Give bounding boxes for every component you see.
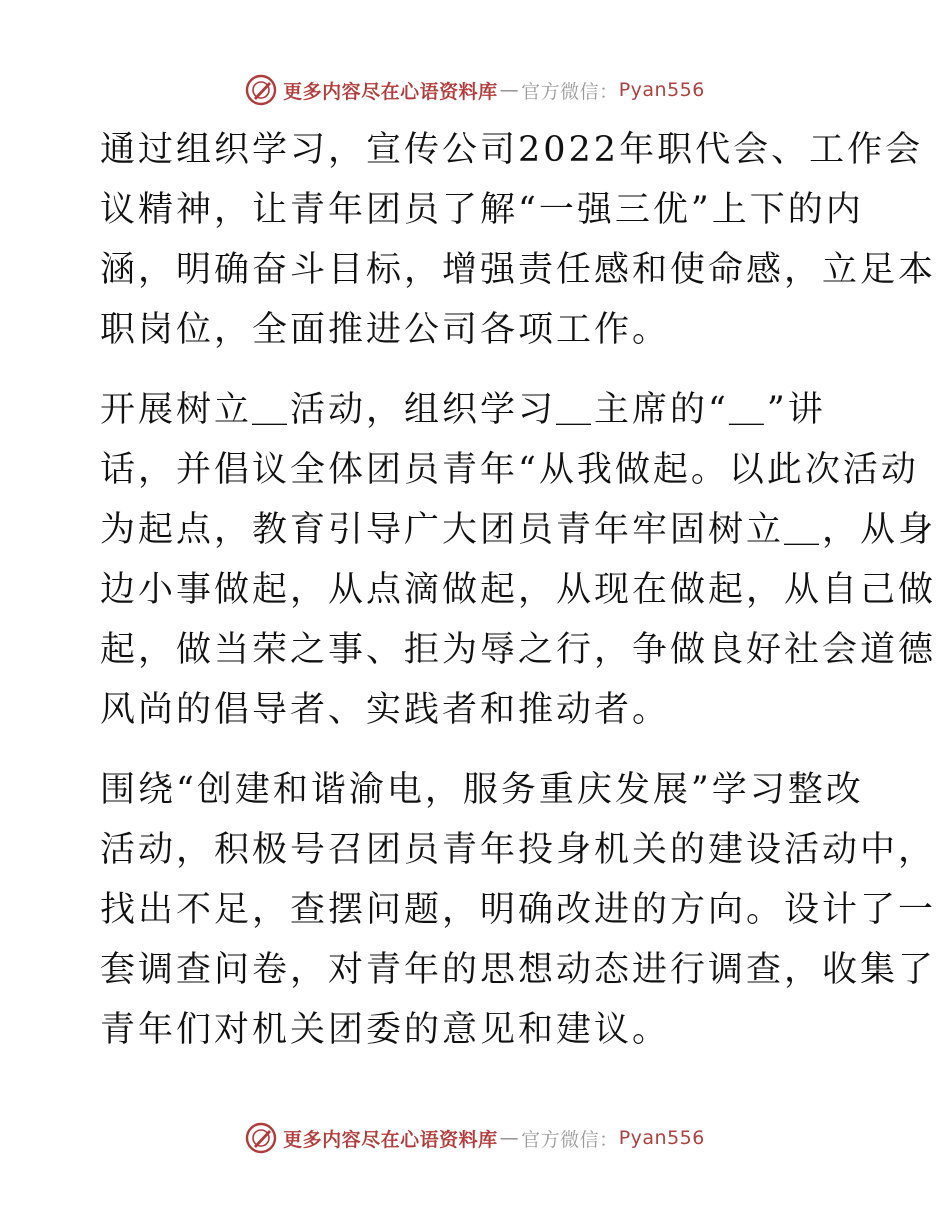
paragraph-line: 开展树立＿活动，组织学习＿主席的“＿”讲 xyxy=(100,390,826,430)
paragraph-line: 职岗位，全面推进公司各项工作。 xyxy=(100,310,671,350)
paragraph-line: 起，做当荣之事、拒为辱之行，争做良好社会道德 xyxy=(100,630,937,670)
paragraph-line: 活动，积极号召团员青年投身机关的建设活动中， xyxy=(100,830,937,870)
paragraph-line: 风尚的倡导者、实践者和推动者。 xyxy=(100,690,671,730)
paragraph-2 xyxy=(100,380,937,740)
paragraph-line: 涵，明确奋斗目标，增强责任感和使命感，立足本 xyxy=(100,250,937,290)
brand-dash: — xyxy=(499,1127,520,1149)
paragraph-line: 边小事做起，从点滴做起，从现在做起，从自己做 xyxy=(100,570,937,610)
official-label: 官方微信： xyxy=(521,1128,619,1151)
paragraph-3 xyxy=(100,760,937,1060)
paragraph-line: 通过组织学习，宣传公司2022年职代会、工作会 xyxy=(100,130,924,170)
brand-logo-icon xyxy=(245,74,277,106)
paragraph-line: 青年们对机关团委的意见和建议。 xyxy=(100,1010,671,1050)
brand-text: 更多内容尽在心语资料库 xyxy=(283,80,498,103)
footer-watermark xyxy=(0,1118,950,1158)
paragraph-line: 为起点，教育引导广大团员青年牢固树立＿，从身 xyxy=(100,510,937,550)
wechat-id: Pyan556 xyxy=(618,79,705,101)
header-watermark xyxy=(0,70,950,110)
official-label: 官方微信： xyxy=(521,80,619,103)
document-body xyxy=(100,120,937,1080)
paragraph-line: 围绕“创建和谐渝电，服务重庆发展”学习整改 xyxy=(100,770,864,810)
paragraph-line: 话，并倡议全体团员青年“从我做起。以此次活动 xyxy=(100,450,919,490)
wechat-id: Pyan556 xyxy=(618,1127,705,1149)
brand-logo-icon xyxy=(245,1122,277,1154)
paragraph-1 xyxy=(100,120,937,360)
paragraph-line: 议精神，让青年团员了解“一强三优”上下的内 xyxy=(100,190,864,230)
paragraph-line: 套调查问卷，对青年的思想动态进行调查，收集了 xyxy=(100,950,937,990)
paragraph-line: 找出不足，查摆问题，明确改进的方向。设计了一 xyxy=(100,890,937,930)
brand-text: 更多内容尽在心语资料库 xyxy=(283,1128,498,1151)
brand-dash: — xyxy=(499,79,520,101)
